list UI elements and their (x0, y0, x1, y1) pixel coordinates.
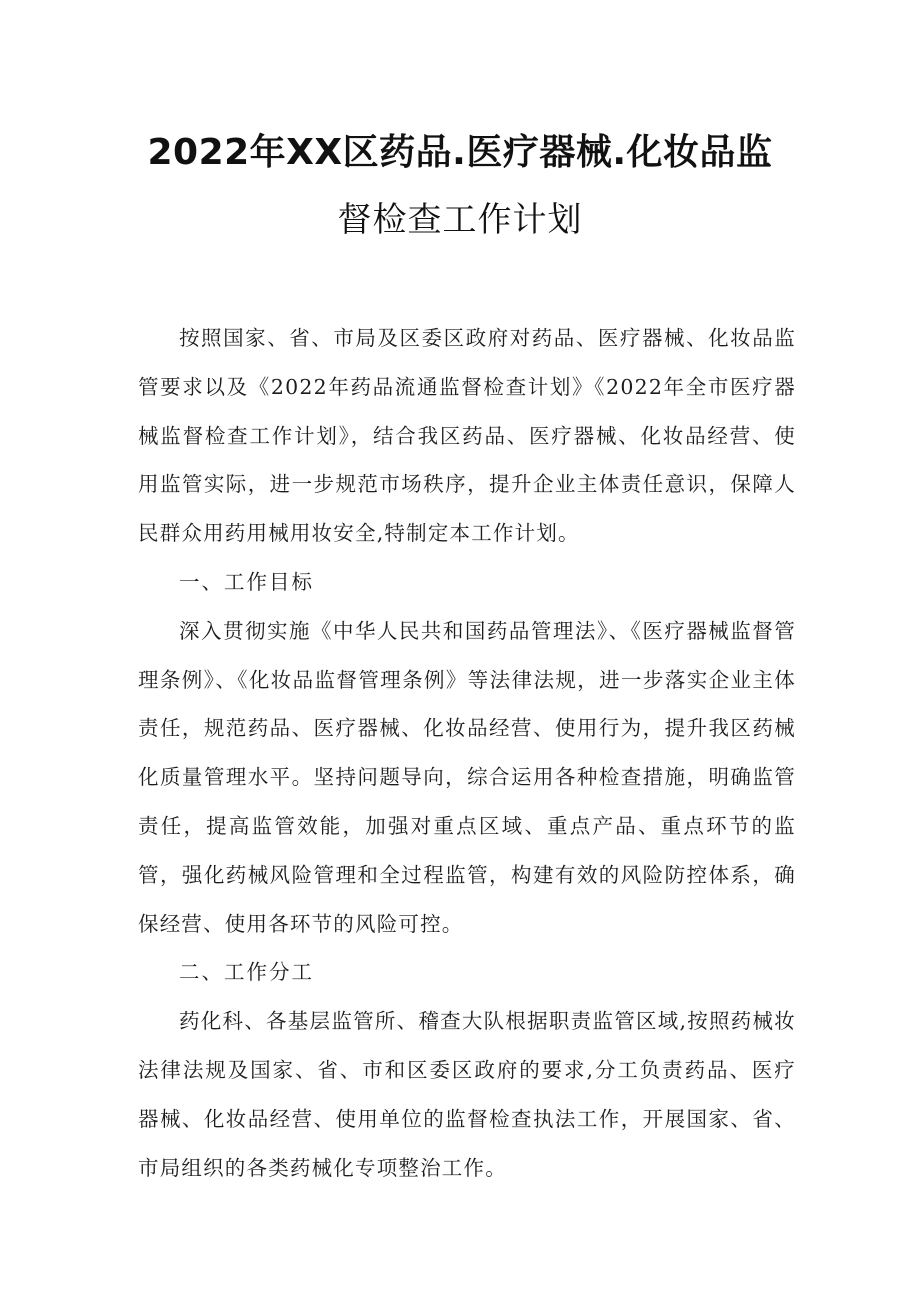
paragraph-intro: 按照国家、省、市局及区委区政府对药品、医疗器械、化妆品监管要求以及《2022年药品流通监督检查计划》《2022年全市医疗器械监督检查工作计划》，结合我区药品、医疗器械、化妆品经营、使用监管实际，进一步规范市场秩序，提升企业主体责任意识，保障人民群众用药用械用妆安全,特制定本工作计划。 (138, 326, 796, 546)
section-heading-goals: 一、工作目标 (179, 569, 314, 594)
section-heading-division: 二、工作分工 (179, 960, 314, 985)
document-body (138, 314, 796, 1192)
document-title-line-1: 2022年XX区药品.医疗器械.化妆品监 (147, 132, 773, 173)
paragraph-division: 药化科、各基层监管所、稽查大队根据职责监管区域,按照药械妆法律法规及国家、省、市和区委区政府的要求,分工负责药品、医疗器械、化妆品经营、使用单位的监督检查执法工作，开展国家、省、市局组织的各类药械化专项整治工作。 (138, 1009, 796, 1180)
document-title-line-2: 督检查工作计划 (337, 200, 583, 240)
paragraph-goals: 深入贯彻实施《中华人民共和国药品管理法》、《医疗器械监督管理条例》、《化妆品监督管理条例》等法律法规，进一步落实企业主体责任，规范药品、医疗器械、化妆品经营、使用行为，提升我区药械化质量管理水平。坚持问题导向，综合运用各种检查措施，明确监管责任，提高监管效能，加强对重点区域、重点产品、重点环节的监管，强化药械风险管理和全过程监管，构建有效的风险防控体系，确保经营、使用各环节的风险可控。 (138, 618, 796, 936)
